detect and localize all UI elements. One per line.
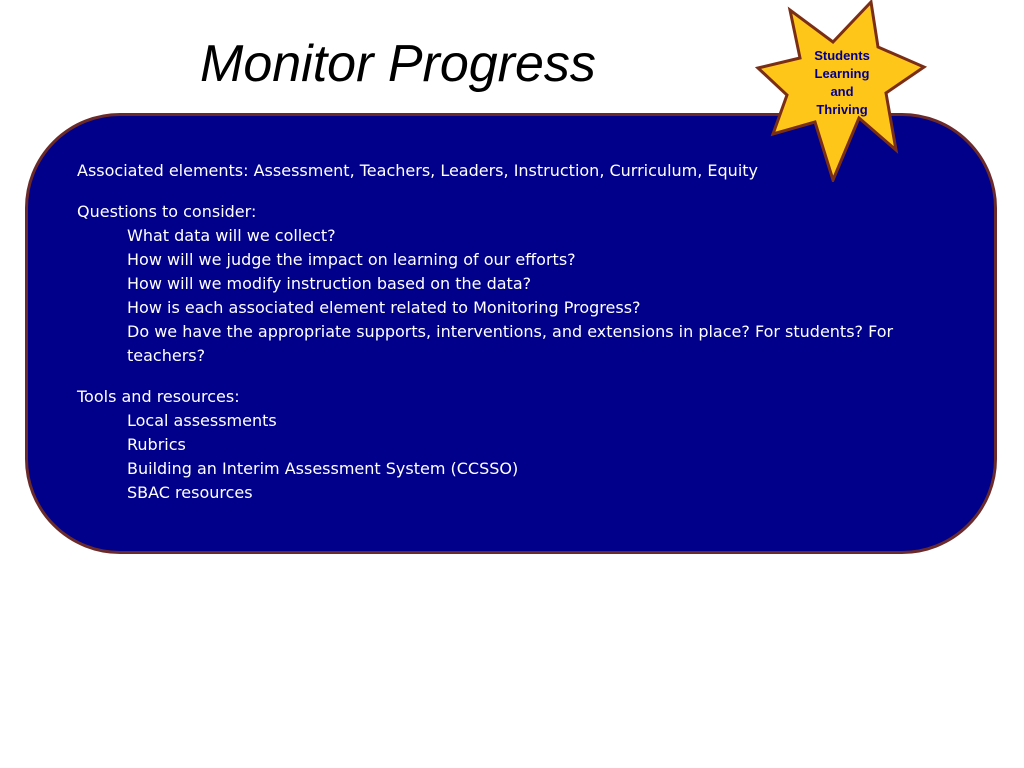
starburst-badge: [755, 0, 930, 182]
tool-item: SBAC resources: [127, 483, 253, 502]
slide-title: Monitor Progress: [200, 35, 596, 93]
questions-heading: Questions to consider:: [77, 202, 257, 221]
associated-elements-text: Associated elements: Assessment, Teachers, Leaders, Instruction, Curriculum, Equity: [77, 161, 758, 180]
tools-heading: Tools and resources:: [77, 387, 240, 406]
tools-list: [77, 409, 937, 505]
question-item: Do we have the appropriate supports, interventions, and extensions in place? For students? For teachers?: [127, 322, 894, 365]
tools-section: [77, 385, 937, 505]
badge-line: Students: [814, 48, 870, 63]
badge-line: Learning: [814, 66, 870, 81]
panel-text: [77, 159, 937, 522]
question-item: How will we judge the impact on learning of our efforts?: [127, 250, 576, 269]
badge-label: [797, 47, 887, 119]
questions-section: [77, 200, 937, 368]
tool-item: Rubrics: [127, 435, 186, 454]
questions-list: [77, 224, 937, 368]
question-item: How is each associated element related to Monitoring Progress?: [127, 298, 641, 317]
badge-line: and: [830, 84, 854, 99]
tool-item: Building an Interim Assessment System (CCSSO): [127, 459, 519, 478]
question-item: What data will we collect?: [127, 226, 336, 245]
question-item: How will we modify instruction based on the data?: [127, 274, 532, 293]
tool-item: Local assessments: [127, 411, 277, 430]
badge-line: Thriving: [816, 102, 868, 117]
